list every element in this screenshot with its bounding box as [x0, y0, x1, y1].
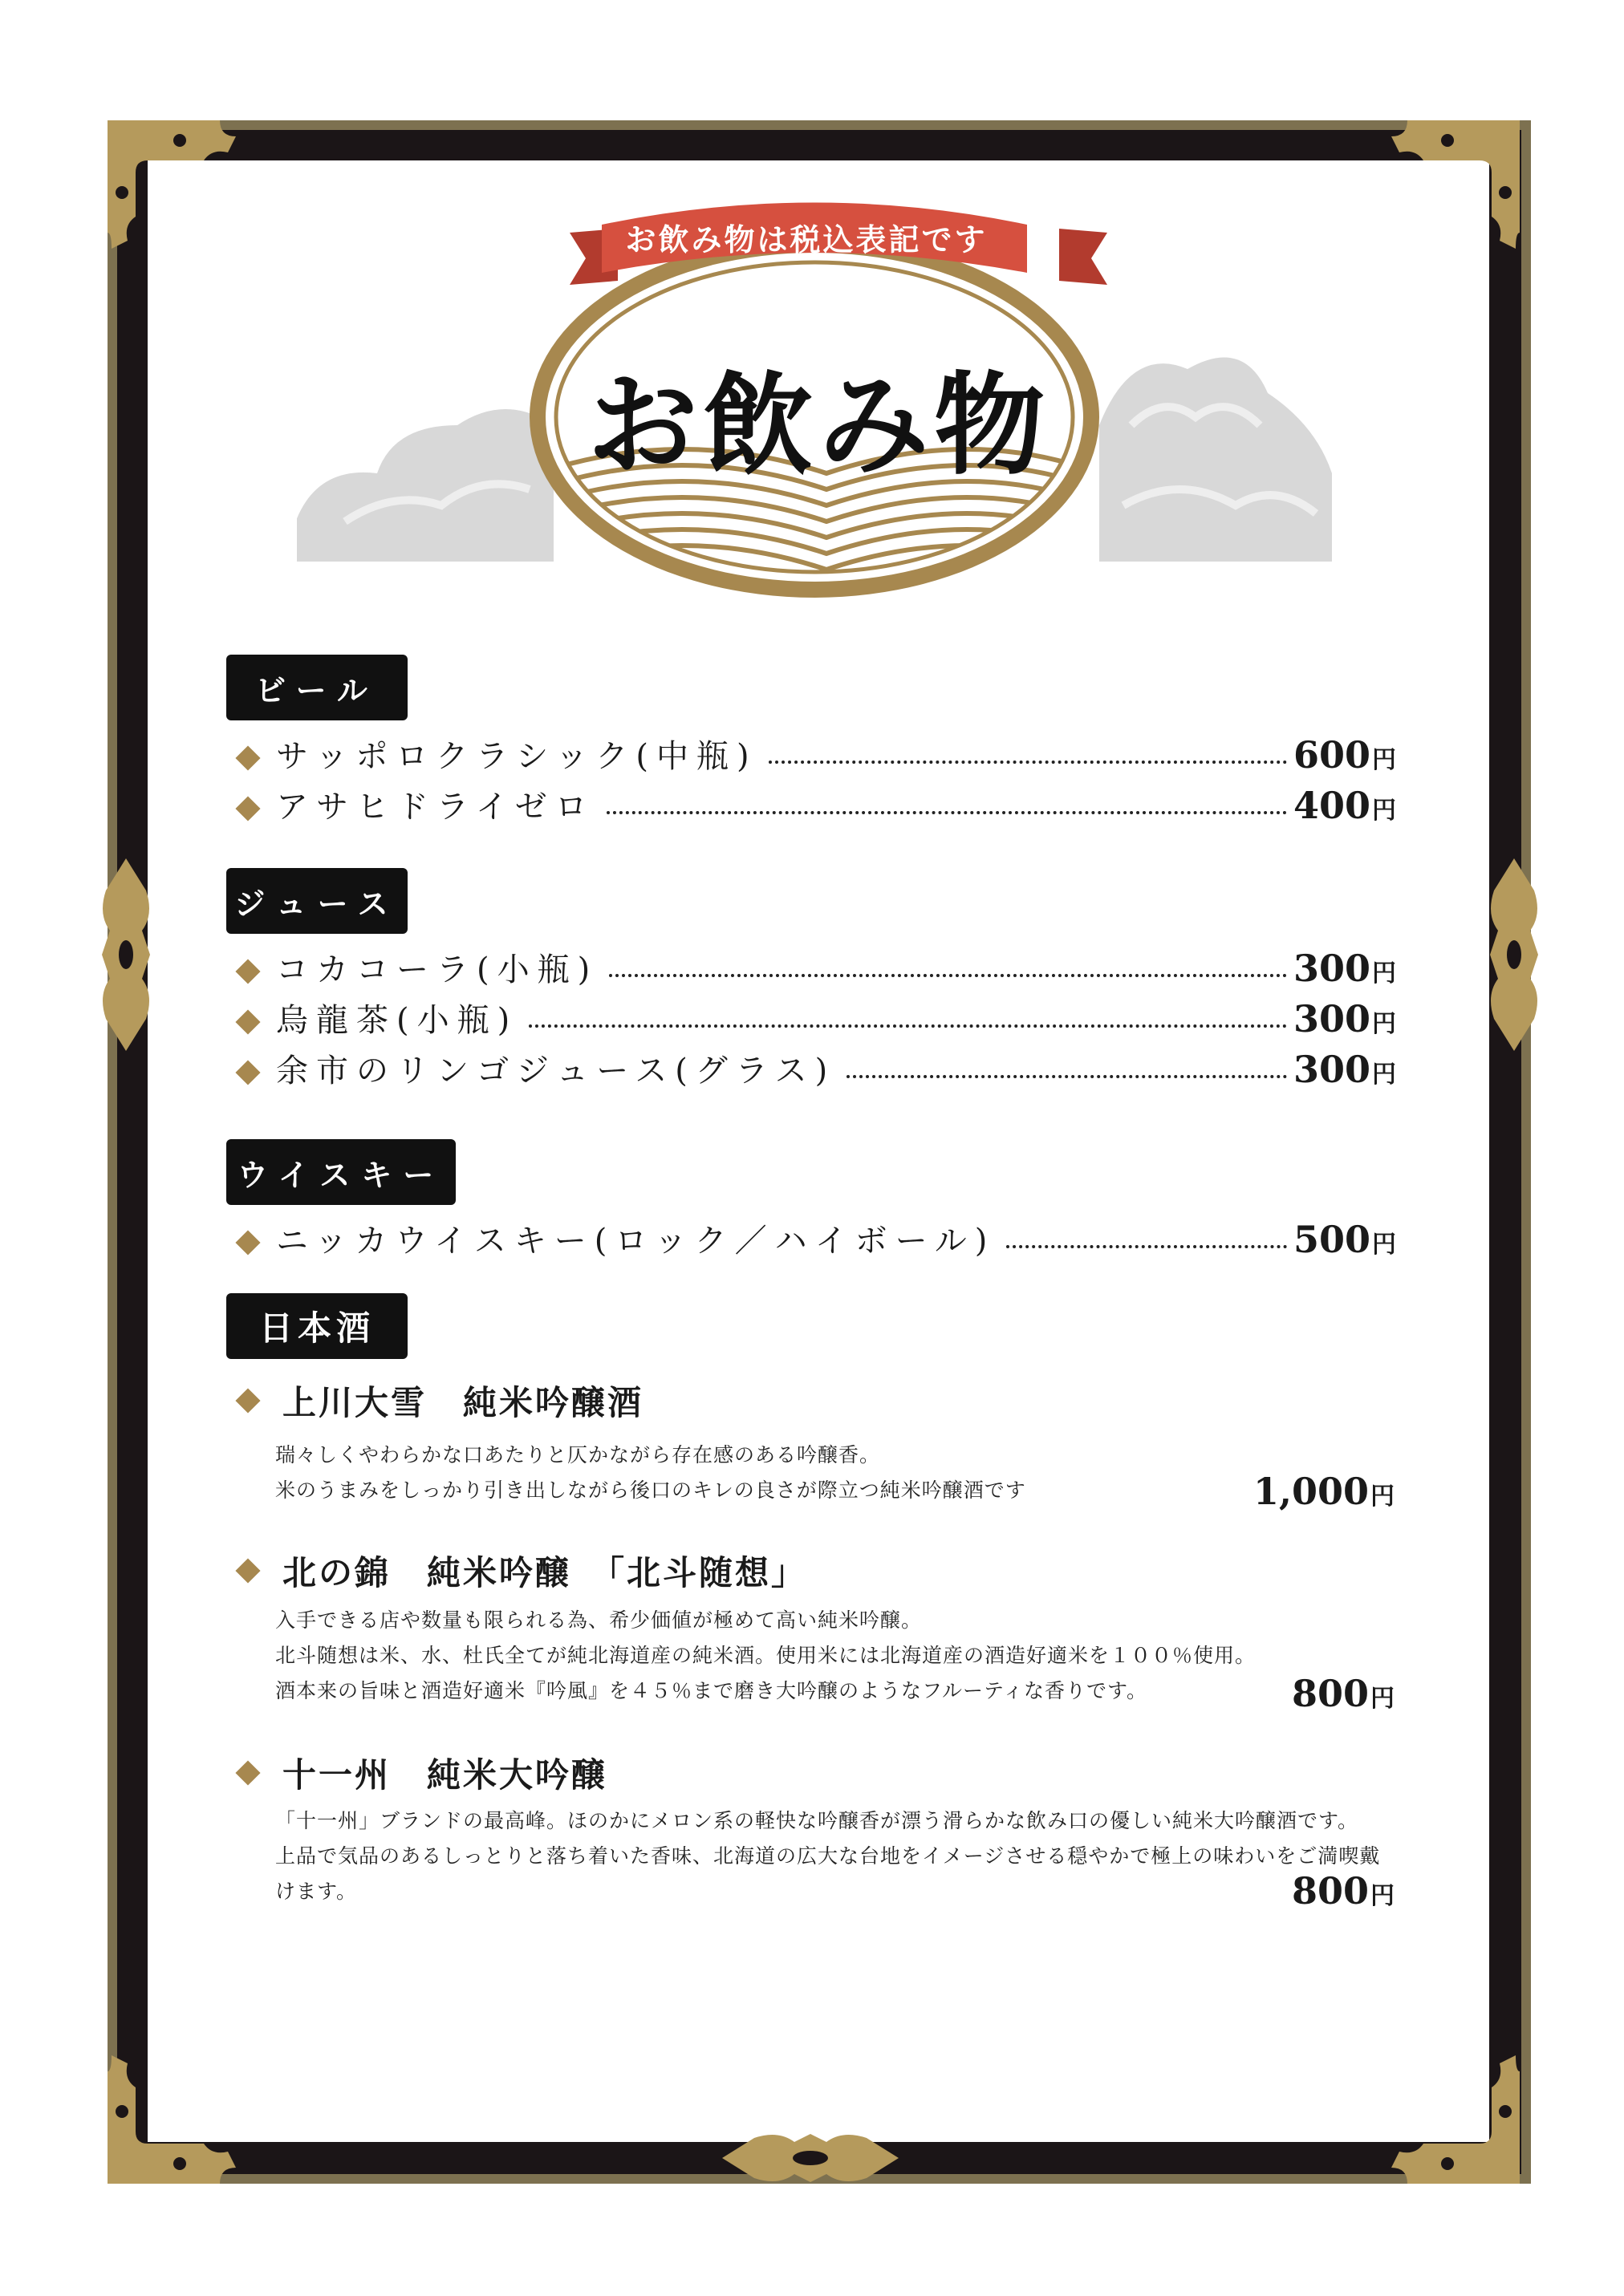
menu-item: [233, 996, 1396, 1041]
diamond-bullet-icon: [235, 1060, 260, 1085]
diamond-bullet-icon: [235, 796, 260, 821]
item-name: 余市のリンゴジュース(グラス): [276, 1053, 836, 1089]
side-ornament-icon: [98, 858, 154, 1051]
corner-ornament-icon: [99, 112, 260, 273]
menu-item: [233, 1046, 1396, 1091]
item-price: 400円: [1293, 784, 1396, 827]
item-price: 800円: [1291, 1672, 1395, 1715]
section-label-beer: ビール: [226, 655, 408, 720]
section-label-sake: 日本酒: [226, 1293, 408, 1359]
sake-description: 「十一州」ブランドの最高峰。ほのかにメロン系の軽快な吟醸香が漂う滑らかな飲み口の優しい純米大吟醸酒です。 上品で気品のあるしっとりと落ち着いた香味、北海道の広大な台地をイメージさせる穏やかで極上の味わいをご満喫戴 けます。: [275, 1809, 1381, 1903]
sake-item-title: 十一州 純米大吟醸: [233, 1749, 607, 1797]
sake-description: 入手できる店や数量も限られる為、希少価値が極めて高い純米吟醸。 北斗随想は米、水、杜氏全てが純北海道産の純米酒。使用米には北海道産の酒造好適米を１００％使用。 酒本来の旨味と酒造好適米『吟風』を４５％まで磨き大吟醸のようなフルーティな香りです。: [275, 1608, 1257, 1702]
section-label-whisky: ウイスキー: [226, 1139, 456, 1205]
diamond-bullet-icon: [235, 1760, 260, 1785]
diamond-bullet-icon: [235, 745, 260, 770]
diamond-bullet-icon: [235, 1230, 260, 1255]
page-title: お飲み物: [587, 359, 1050, 490]
item-price: 800円: [1291, 1869, 1395, 1913]
menu-item: [233, 945, 1396, 990]
menu-item: [233, 732, 1396, 777]
leader-dots: [609, 974, 1287, 977]
diamond-bullet-icon: [235, 1558, 260, 1583]
corner-ornament-icon: [1367, 112, 1528, 273]
item-price: 500円: [1293, 1218, 1396, 1261]
menu-item: [233, 1216, 1396, 1261]
sake-description: 瑞々しくやわらかな口あたりと仄かながら存在感のある吟醸香。 米のうまみをしっかり引き出しながら後口のキレの良さが際立つ純米吟醸酒です: [275, 1443, 1026, 1502]
diamond-bullet-icon: [235, 1009, 260, 1034]
leader-dots: [769, 761, 1287, 764]
menu-item: [233, 782, 1396, 827]
section-label-juice: ジュース: [226, 868, 408, 934]
item-name: アサヒドライゼロ: [276, 789, 595, 826]
item-name: コカコーラ(小瓶): [276, 951, 599, 988]
corner-ornament-icon: [99, 2031, 260, 2192]
side-ornament-icon: [1486, 858, 1542, 1051]
leader-dots: [607, 811, 1287, 814]
item-price: 1,000円: [1253, 1470, 1395, 1513]
sake-item-title: 北の錦 純米吟醸 「北斗随想」: [233, 1547, 807, 1595]
diamond-bullet-icon: [235, 959, 260, 984]
sake-item-title: 上川大雪 純米吟醸酒: [233, 1377, 644, 1425]
item-name: サッポロクラシック(中瓶): [276, 738, 757, 775]
item-price: 300円: [1293, 947, 1396, 990]
bottom-ornament-icon: [722, 2126, 899, 2190]
leader-dots: [847, 1075, 1287, 1078]
item-price: 300円: [1293, 1048, 1396, 1091]
item-price: 600円: [1293, 733, 1396, 777]
leader-dots: [529, 1024, 1287, 1028]
item-price: 300円: [1293, 997, 1396, 1041]
item-name: 烏龍茶(小瓶): [276, 1002, 518, 1039]
tax-note: お飲み物は税込表記です: [625, 221, 988, 258]
leader-dots: [1006, 1245, 1287, 1248]
corner-ornament-icon: [1367, 2031, 1528, 2192]
diamond-bullet-icon: [235, 1388, 260, 1413]
item-name: ニッカウイスキー(ロック／ハイボール): [276, 1223, 996, 1260]
